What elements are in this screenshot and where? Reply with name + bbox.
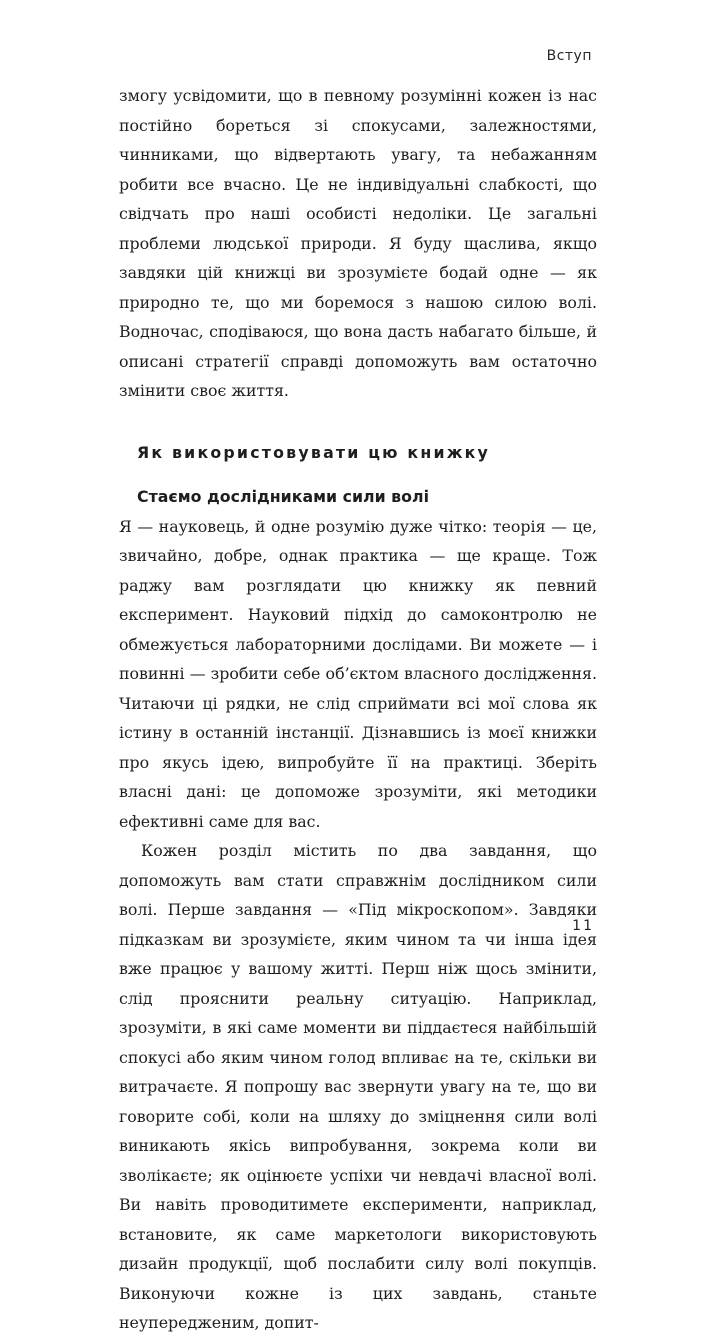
section-heading: Як використовувати цю книжку xyxy=(137,442,491,462)
body-text xyxy=(119,81,597,1338)
page-number: 11 xyxy=(572,918,594,934)
intro-paragraph: змогу усвідомити, що в певному розумінні кожен із нас постійно бореться зі спокусами, залежностями, чинниками, що відвертають увагу, та небажанням робити все вчасно. Це не індивідуальні слабкості, що свідчать про наші особисті недоліки. Це загальні проблеми людської природи. Я буду щаслива, якщо завдяки цій книжці ви зрозумієте бодай одне — як природно те, що ми боремося з нашою силою волі. Водночас, сподіваюся, що вона дасть набагато більше, й описані стратегії справді допоможуть вам остаточно змінити своє життя. xyxy=(119,86,597,400)
running-head: Вступ xyxy=(546,48,592,64)
paragraph-2: Кожен розділ містить по два завдання, що допоможуть вам стати справжнім дослідником сили волі. Перше завдання — «Під мікроскопом». Завдяки підказкам ви зрозумієте, яким чином та чи інша ідея вже працює у вашому житті. Перш ніж щось змінити, слід прояснити реальну ситуацію. Наприклад, зрозуміти, в які саме моменти ви піддаєтеся найбільшій спокусі або яким чином голод впливає на те, скільки ви витрачаєте. Я попрошу вас звернути увагу на те, що ви говорите собі, коли на шляху до зміцнення сили волі виникають якісь випробування, зокрема коли ви зволікаєте; як оцінюєте успіхи чи невдачі власної волі. Ви навіть проводитимете експерименти, наприклад, встановите, як саме маркетологи використовують дизайн продукції, щоб послабити силу волі покупців. Виконуючи кожне із цих завдань, станьте неупередженим, допит- xyxy=(119,841,597,1332)
sub-heading: Стаємо дослідниками сили волі xyxy=(137,486,430,506)
paragraph-1: Я — науковець, й одне розумію дуже чітко: теорія — це, звичайно, добре, однак практика — ще краще. Тож раджу вам розглядати цю книжку як певний експеримент. Науковий підхід до самоконтролю не обмежується лабораторними дослідами. Ви можете — і повинні — зробити себе об’єктом власного дослідження. Читаючи ці рядки, не слід сприймати всі мої слова як істину в останній інстанції. Дізнавшись із моєї книжки про якусь ідею, випробуйте її на практиці. Зберіть власні дані: це допоможе зрозуміти, які методики ефективні саме для вас. xyxy=(119,516,597,831)
